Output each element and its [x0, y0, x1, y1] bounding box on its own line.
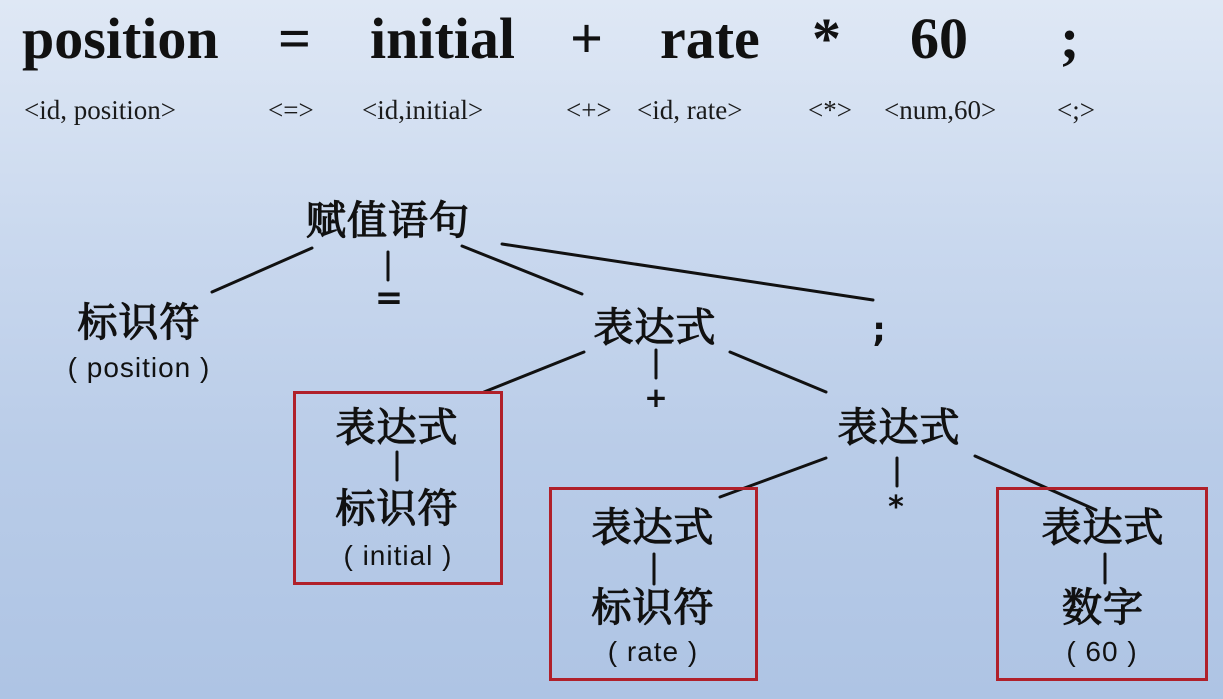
token-semicolon: <;>	[1057, 95, 1095, 125]
token-plus: <+>	[566, 95, 612, 125]
node-identifier: 标识符	[77, 300, 201, 346]
node-initial-identifier: 标识符	[335, 486, 459, 532]
stmt-token-times: *	[812, 6, 841, 71]
stmt-token-60: 60	[910, 6, 968, 71]
token-id-position: <id, position>	[24, 95, 176, 125]
token-id-initial: <id,initial>	[362, 95, 484, 125]
stmt-token-rate: rate	[660, 6, 760, 71]
node-expression: 表达式	[593, 305, 717, 351]
edge-expr-left	[484, 352, 584, 392]
node-num-expression: 表达式	[1041, 505, 1165, 551]
stmt-token-semicolon: ;	[1060, 6, 1080, 71]
node-assignment-statement: 赋值语句	[306, 198, 470, 244]
node-initial-value: ( initial )	[343, 540, 453, 571]
node-semicolon: ;	[872, 310, 886, 350]
node-assign-op: =	[374, 278, 404, 318]
token-assign: <=>	[268, 95, 314, 125]
node-rate-value: ( rate )	[607, 636, 699, 667]
stmt-token-position: position	[22, 6, 219, 71]
node-rate-expression: 表达式	[591, 505, 715, 551]
node-times-op: *	[888, 490, 904, 525]
node-plus-op: +	[644, 381, 668, 414]
stmt-token-initial: initial	[370, 6, 516, 71]
edge-root-identifier	[212, 248, 312, 292]
token-id-rate: <id, rate>	[637, 95, 743, 125]
node-right-expression: 表达式	[837, 405, 961, 451]
stmt-token-assign: =	[278, 6, 312, 71]
edge-root-semicolon	[502, 244, 873, 300]
node-rate-identifier: 标识符	[591, 585, 715, 631]
token-num-60: <num,60>	[884, 95, 997, 125]
node-number: 数字	[1062, 585, 1144, 631]
node-left-expression: 表达式	[335, 405, 459, 451]
node-identifier-position: ( position )	[67, 352, 211, 383]
token-times: <*>	[808, 95, 852, 125]
node-number-value: ( 60 )	[1066, 636, 1138, 667]
stmt-token-plus: +	[570, 6, 604, 71]
edge-expr-right	[730, 352, 826, 392]
